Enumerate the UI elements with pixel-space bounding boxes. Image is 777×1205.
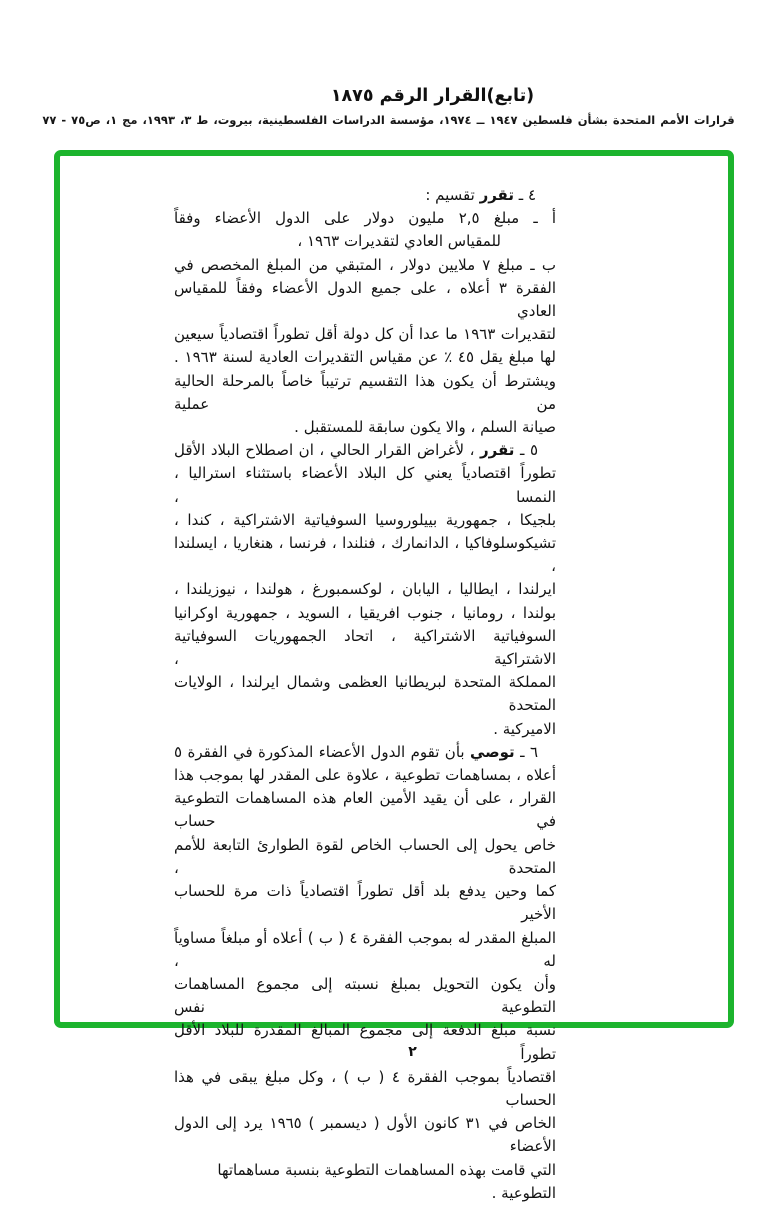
text-line: صيانة السلم ، والا يكون سابقة للمستقبل . [294, 418, 556, 437]
text-line: التي قامت بهذه المساهمات التطوعية بنسبة مساهماتها التطوعية . [217, 1160, 556, 1202]
text-line: الخاص في ٣١ كانون الأول ( ديسمبر ) ١٩٦٥ يرد إلى الدول الأعضاء [174, 1114, 556, 1156]
text-line: المبلغ المقدر له بموجب الفقرة ٤ ( ب ) أعلاه أو مبلغاً مساوياً له ، [174, 928, 556, 970]
text-line: بلجيكا ، جمهورية بييلوروسيا السوفياتية الاشتراكية ، كندا ، [174, 510, 556, 529]
text-line: ايرلندا ، ايطاليا ، اليابان ، لوكسمبورغ ، هولندا ، نيوزيلندا ، [174, 580, 556, 599]
text-line: أ ـ مبلغ ٢,٥ مليون دولار على الدول الأعضاء وفقاً [174, 209, 556, 228]
resolution-title: (تابع)القرار الرقم ١٨٧٥ [330, 86, 535, 106]
text-line: تطوراً اقتصادياً يعني كل البلاد الأعضاء باستثناء استراليا ، النمسا ، [174, 464, 556, 506]
paragraph-number: ٤ ـ [514, 186, 536, 204]
text-line: كما وحين يدفع بلد أقل تطوراً اقتصادياً ذات مرة للحساب الأخير [174, 882, 556, 924]
text-line: خاص يحول إلى الحساب الخاص لقوة الطوارئ التابعة للأمم المتحدة ، [174, 835, 556, 877]
operative-verb: توصي [469, 742, 515, 761]
text-line: المملكة المتحدة لبريطانيا العظمى وشمال ايرلندا ، الولايات المتحدة [174, 673, 556, 715]
paragraph-6-heading [174, 741, 556, 764]
text-line: اقتصادياً بموجب الفقرة ٤ ( ب ) ، وكل مبلغ يبقى في هذا الحساب [174, 1067, 557, 1109]
text-line: لتقديرات ١٩٦٣ ما عدا أن كل دولة أقل تطوراً اقتصادياً سيعين [174, 325, 556, 344]
text-line: القرار ، على أن يقيد الأمين العام هذه المساهمات التطوعية في حساب [174, 789, 556, 831]
text-line: ب ـ مبلغ ٧ ملايين دولار ، المتبقي من المبلغ المخصص في [174, 255, 556, 274]
operative-verb: تقرر [480, 441, 515, 460]
paragraph-4-heading [174, 184, 556, 207]
paragraph-5-heading [174, 439, 556, 462]
page-number: ٢ [408, 1044, 417, 1060]
content-frame [54, 150, 734, 1202]
paragraph-number: ٥ ـ [514, 441, 538, 460]
text-line: لها مبلغ يقل ٤٥ ٪ عن مقياس التقديرات العادية لسنة ١٩٦٣ . [174, 348, 556, 367]
text-line: الاميركية . [493, 719, 556, 738]
source-citation: قرارات الأمم المتحدة بشأن فلسطين ١٩٤٧ ــ ١٩٧٤، مؤسسة الدراسات الفلسطينية، بيروت، ط ٣، ١٩٩٣، مج ١، ص٧٥ - ٧٧ [42, 113, 735, 127]
text-line: نسبة مبلغ الدفعة إلى مجموع المبالغ المقدرة للبلاد الأقل تطوراً [174, 1021, 556, 1063]
text-line: السوفياتية الاشتراكية ، اتحاد الجمهوريات السوفياتية الاشتراكية ، [174, 626, 556, 669]
text-line: بولندا ، رومانيا ، جنوب افريقيا ، السويد ، جمهورية اوكرانيا [174, 603, 556, 622]
paragraph-text: ، لأغراض القرار الحالي ، ان اصطلاح البلاد الأقل [174, 441, 480, 460]
text-line: وأن يكون التحويل بمبلغ نسبته إلى مجموع المساهمات التطوعية نفس [174, 974, 556, 1017]
text-line: تشيكوسلوفاكيا ، الدانمارك ، فنلندا ، فرنسا ، هنغاريا ، ايسلندا ، [174, 534, 556, 576]
operative-verb: تقرر [479, 186, 514, 204]
text-line: أعلاه ، بمساهمات تطوعية ، علاوة على المقدر لها بموجب هذا [174, 766, 556, 785]
page-header [0, 0, 777, 127]
paragraph-number: ٦ ـ [514, 742, 538, 761]
paragraph-text: بأن تقوم الدول الأعضاء المذكورة في الفقرة ٥ [174, 742, 470, 761]
text-line: للمقياس العادي لتقديرات ١٩٦٣ ، [297, 232, 501, 251]
text-line: ويشترط أن يكون هذا التقسيم ترتيباً خاصاً بالمرحلة الحالية من عملية [174, 371, 556, 413]
paragraph-text: تقسيم : [425, 186, 480, 204]
text-line: الفقرة ٣ أعلاه ، على جميع الدول الأعضاء وفقاً للمقياس العادي [174, 278, 556, 321]
